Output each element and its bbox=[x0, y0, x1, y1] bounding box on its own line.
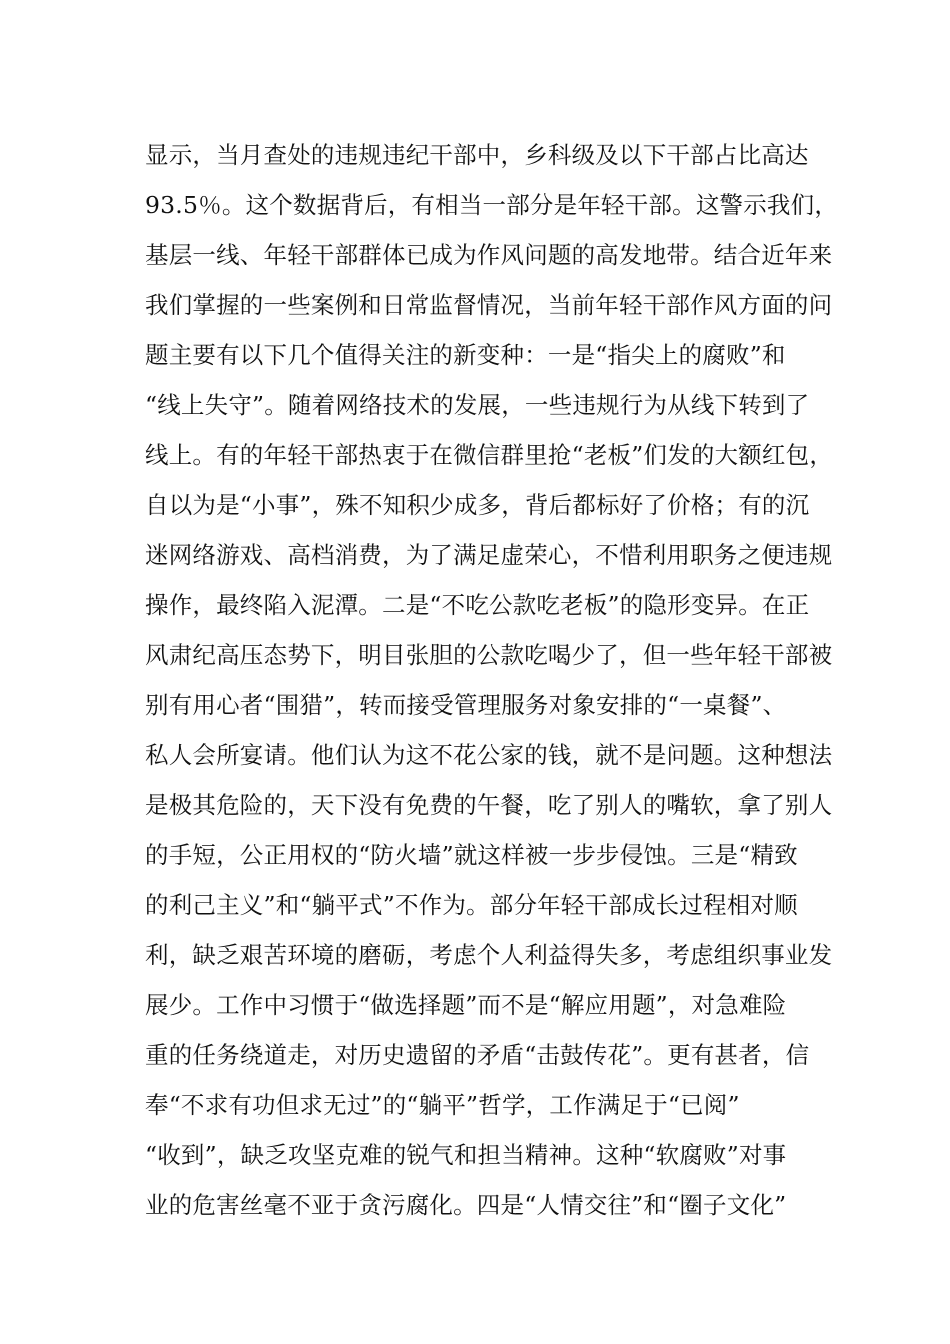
text-line: 风肃纪高压态势下，明目张胆的公款吃喝少了，但一些年轻干部被 bbox=[145, 641, 833, 669]
text-line: 展少。工作中习惯于“做选择题”而不是“解应用题”，对急难险 bbox=[145, 991, 787, 1019]
text-line: 我们掌握的一些案例和日常监督情况，当前年轻干部作风方面的问 bbox=[145, 291, 833, 319]
text-line: 93.5％。这个数据背后，有相当一部分是年轻干部。这警示我们， bbox=[145, 191, 839, 219]
text-line: “线上失守”。随着网络技术的发展，一些违规行为从线下转到了 bbox=[145, 391, 810, 419]
text-line: 基层一线、年轻干部群体已成为作风问题的高发地带。结合近年来 bbox=[145, 241, 833, 269]
text-line: 线上。有的年轻干部热衷于在微信群里抢“老板”们发的大额红包， bbox=[145, 441, 834, 469]
text-line: 题主要有以下几个值得关注的新变种：一是“指尖上的腐败”和 bbox=[145, 341, 786, 369]
text-line: 重的任务绕道走，对历史遗留的矛盾“击鼓传花”。更有甚者，信 bbox=[145, 1041, 810, 1069]
text-line: 显示，当月查处的违规违纪干部中，乡科级及以下干部占比高达 bbox=[145, 141, 809, 169]
text-line: 是极其危险的，天下没有免费的午餐，吃了别人的嘴软，拿了别人 bbox=[145, 791, 833, 819]
text-line: “收到”，缺乏攻坚克难的锐气和担当精神。这种“软腐败”对事 bbox=[145, 1141, 787, 1169]
text-line: 利，缺乏艰苦环境的磨砺，考虑个人利益得失多，考虑组织事业发 bbox=[145, 941, 833, 969]
body-text bbox=[145, 130, 839, 1230]
text-line: 私人会所宴请。他们认为这不花公家的钱，就不是问题。这种想法 bbox=[145, 741, 833, 769]
text-line: 别有用心者“围猎”，转而接受管理服务对象安排的“一桌餐”、 bbox=[145, 691, 787, 719]
text-line: 的利己主义”和“躺平式”不作为。部分年轻干部成长过程相对顺 bbox=[145, 891, 798, 919]
text-line: 迷网络游戏、高档消费，为了满足虚荣心，不惜利用职务之便违规 bbox=[145, 541, 833, 569]
text-line: 业的危害丝毫不亚于贪污腐化。四是“人情交往”和“圈子文化” bbox=[145, 1191, 787, 1219]
text-line: 自以为是“小事”，殊不知积少成多，背后都标好了价格；有的沉 bbox=[145, 491, 810, 519]
text-line: 操作，最终陷入泥潭。二是“不吃公款吃老板”的隐形变异。在正 bbox=[145, 591, 810, 619]
text-line: 奉“不求有功但求无过”的“躺平”哲学，工作满足于“已阅” bbox=[145, 1091, 740, 1119]
text-line: 的手短，公正用权的“防火墙”就这样被一步步侵蚀。三是“精致 bbox=[145, 841, 798, 869]
